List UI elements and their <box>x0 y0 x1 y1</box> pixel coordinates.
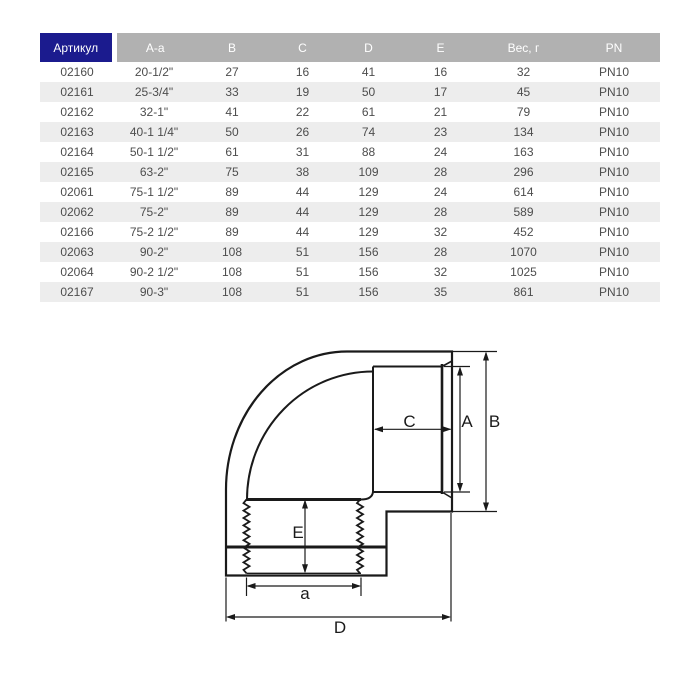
table-cell: 89 <box>194 182 270 202</box>
table-cell: 41 <box>335 62 402 82</box>
table-cell: 589 <box>479 202 568 222</box>
fitting-outline <box>225 352 452 576</box>
table-cell: PN10 <box>568 182 660 202</box>
table-cell: PN10 <box>568 82 660 102</box>
table-cell: 61 <box>194 142 270 162</box>
table-cell: 24 <box>402 142 479 162</box>
table-cell: 156 <box>335 282 402 302</box>
table-cell: 02062 <box>40 202 114 222</box>
table-cell: 32-1" <box>114 102 194 122</box>
table-cell: 1070 <box>479 242 568 262</box>
table-cell: 32 <box>479 62 568 82</box>
dim-label-E: E <box>292 523 304 542</box>
column-header: A-a <box>114 33 194 62</box>
table-cell: 02162 <box>40 102 114 122</box>
table-cell: PN10 <box>568 62 660 82</box>
dimension-C <box>374 412 452 432</box>
table-cell: 26 <box>270 122 335 142</box>
table-cell: 02167 <box>40 282 114 302</box>
table-cell: 90-2" <box>114 242 194 262</box>
table-cell: 02064 <box>40 262 114 282</box>
table-cell: 44 <box>270 182 335 202</box>
table-cell: 129 <box>335 222 402 242</box>
table-cell: 33 <box>194 82 270 102</box>
table-cell: PN10 <box>568 202 660 222</box>
table-cell: 44 <box>270 202 335 222</box>
column-header: B <box>194 33 270 62</box>
table-cell: 35 <box>402 282 479 302</box>
table-cell: 614 <box>479 182 568 202</box>
column-header: Артикул <box>40 33 114 62</box>
dim-label-A: A <box>461 412 473 431</box>
table-cell: 20-1/2" <box>114 62 194 82</box>
table-cell: 109 <box>335 162 402 182</box>
table-cell: 16 <box>402 62 479 82</box>
dim-label-B: B <box>488 412 501 431</box>
table-cell: 25-3/4" <box>114 82 194 102</box>
table-cell: 19 <box>270 82 335 102</box>
column-header: E <box>402 33 479 62</box>
table-cell: 296 <box>479 162 568 182</box>
table-cell: 129 <box>335 182 402 202</box>
column-header: PN <box>568 33 660 62</box>
table-cell: 1025 <box>479 262 568 282</box>
dimension-E <box>292 500 308 574</box>
table-cell: 51 <box>270 262 335 282</box>
table-cell: PN10 <box>568 162 660 182</box>
table-cell: 23 <box>402 122 479 142</box>
table-cell: 61 <box>335 102 402 122</box>
table-cell: 41 <box>194 102 270 122</box>
table-cell: 51 <box>270 282 335 302</box>
table-cell: 63-2" <box>114 162 194 182</box>
table-cell: 02061 <box>40 182 114 202</box>
table-cell: PN10 <box>568 282 660 302</box>
table-cell: PN10 <box>568 262 660 282</box>
table-cell: 02163 <box>40 122 114 142</box>
table-cell: 79 <box>479 102 568 122</box>
table-cell: 90-2 1/2" <box>114 262 194 282</box>
table-cell: 02164 <box>40 142 114 162</box>
dimension-a <box>247 578 362 604</box>
table-cell: 452 <box>479 222 568 242</box>
table-cell: PN10 <box>568 122 660 142</box>
table-cell: PN10 <box>568 102 660 122</box>
table-cell: 88 <box>335 142 402 162</box>
table-cell: 28 <box>402 202 479 222</box>
table-cell: 02165 <box>40 162 114 182</box>
table-cell: 90-3" <box>114 282 194 302</box>
dim-label-D: D <box>333 618 347 637</box>
table-cell: PN10 <box>568 222 660 242</box>
table-cell: 75-1 1/2" <box>114 182 194 202</box>
table-cell: 02161 <box>40 82 114 102</box>
table-cell: 75 <box>194 162 270 182</box>
table-cell: 38 <box>270 162 335 182</box>
table-cell: 163 <box>479 142 568 162</box>
table-cell: 31 <box>270 142 335 162</box>
table-cell: 27 <box>194 62 270 82</box>
table-cell: 75-2" <box>114 202 194 222</box>
table-cell: PN10 <box>568 142 660 162</box>
dim-label-a: a <box>300 584 310 603</box>
table-cell: 32 <box>402 222 479 242</box>
column-header: Вес, г <box>479 33 568 62</box>
table-cell: 28 <box>402 242 479 262</box>
table-cell: PN10 <box>568 242 660 262</box>
table-cell: 02166 <box>40 222 114 242</box>
table-cell: 24 <box>402 182 479 202</box>
table-cell: 108 <box>194 242 270 262</box>
bore-fillet <box>361 492 373 500</box>
table-cell: 22 <box>270 102 335 122</box>
table-cell: 50-1 1/2" <box>114 142 194 162</box>
table-cell: 02160 <box>40 62 114 82</box>
table-cell: 40-1 1/4" <box>114 122 194 142</box>
inner-wall-arc <box>247 372 373 500</box>
table-cell: 156 <box>335 242 402 262</box>
dim-label-C: C <box>403 412 416 431</box>
table-cell: 74 <box>335 122 402 142</box>
table-cell: 21 <box>402 102 479 122</box>
table-cell: 108 <box>194 262 270 282</box>
table-cell: 89 <box>194 222 270 242</box>
thread-zigzag-right <box>357 500 363 574</box>
table-cell: 45 <box>479 82 568 102</box>
table-cell: 861 <box>479 282 568 302</box>
table-cell: 75-2 1/2" <box>114 222 194 242</box>
column-header: D <box>335 33 402 62</box>
table-cell: 129 <box>335 202 402 222</box>
table-cell: 32 <box>402 262 479 282</box>
thread-zigzag-left <box>244 500 250 574</box>
table-cell: 89 <box>194 202 270 222</box>
column-header: C <box>270 33 335 62</box>
table-cell: 51 <box>270 242 335 262</box>
table-cell: 44 <box>270 222 335 242</box>
table-cell: 50 <box>335 82 402 102</box>
table-cell: 17 <box>402 82 479 102</box>
table-cell: 28 <box>402 162 479 182</box>
table-cell: 02063 <box>40 242 114 262</box>
table-cell: 134 <box>479 122 568 142</box>
table-cell: 156 <box>335 262 402 282</box>
table-cell: 16 <box>270 62 335 82</box>
table-cell: 50 <box>194 122 270 142</box>
table-cell: 108 <box>194 282 270 302</box>
